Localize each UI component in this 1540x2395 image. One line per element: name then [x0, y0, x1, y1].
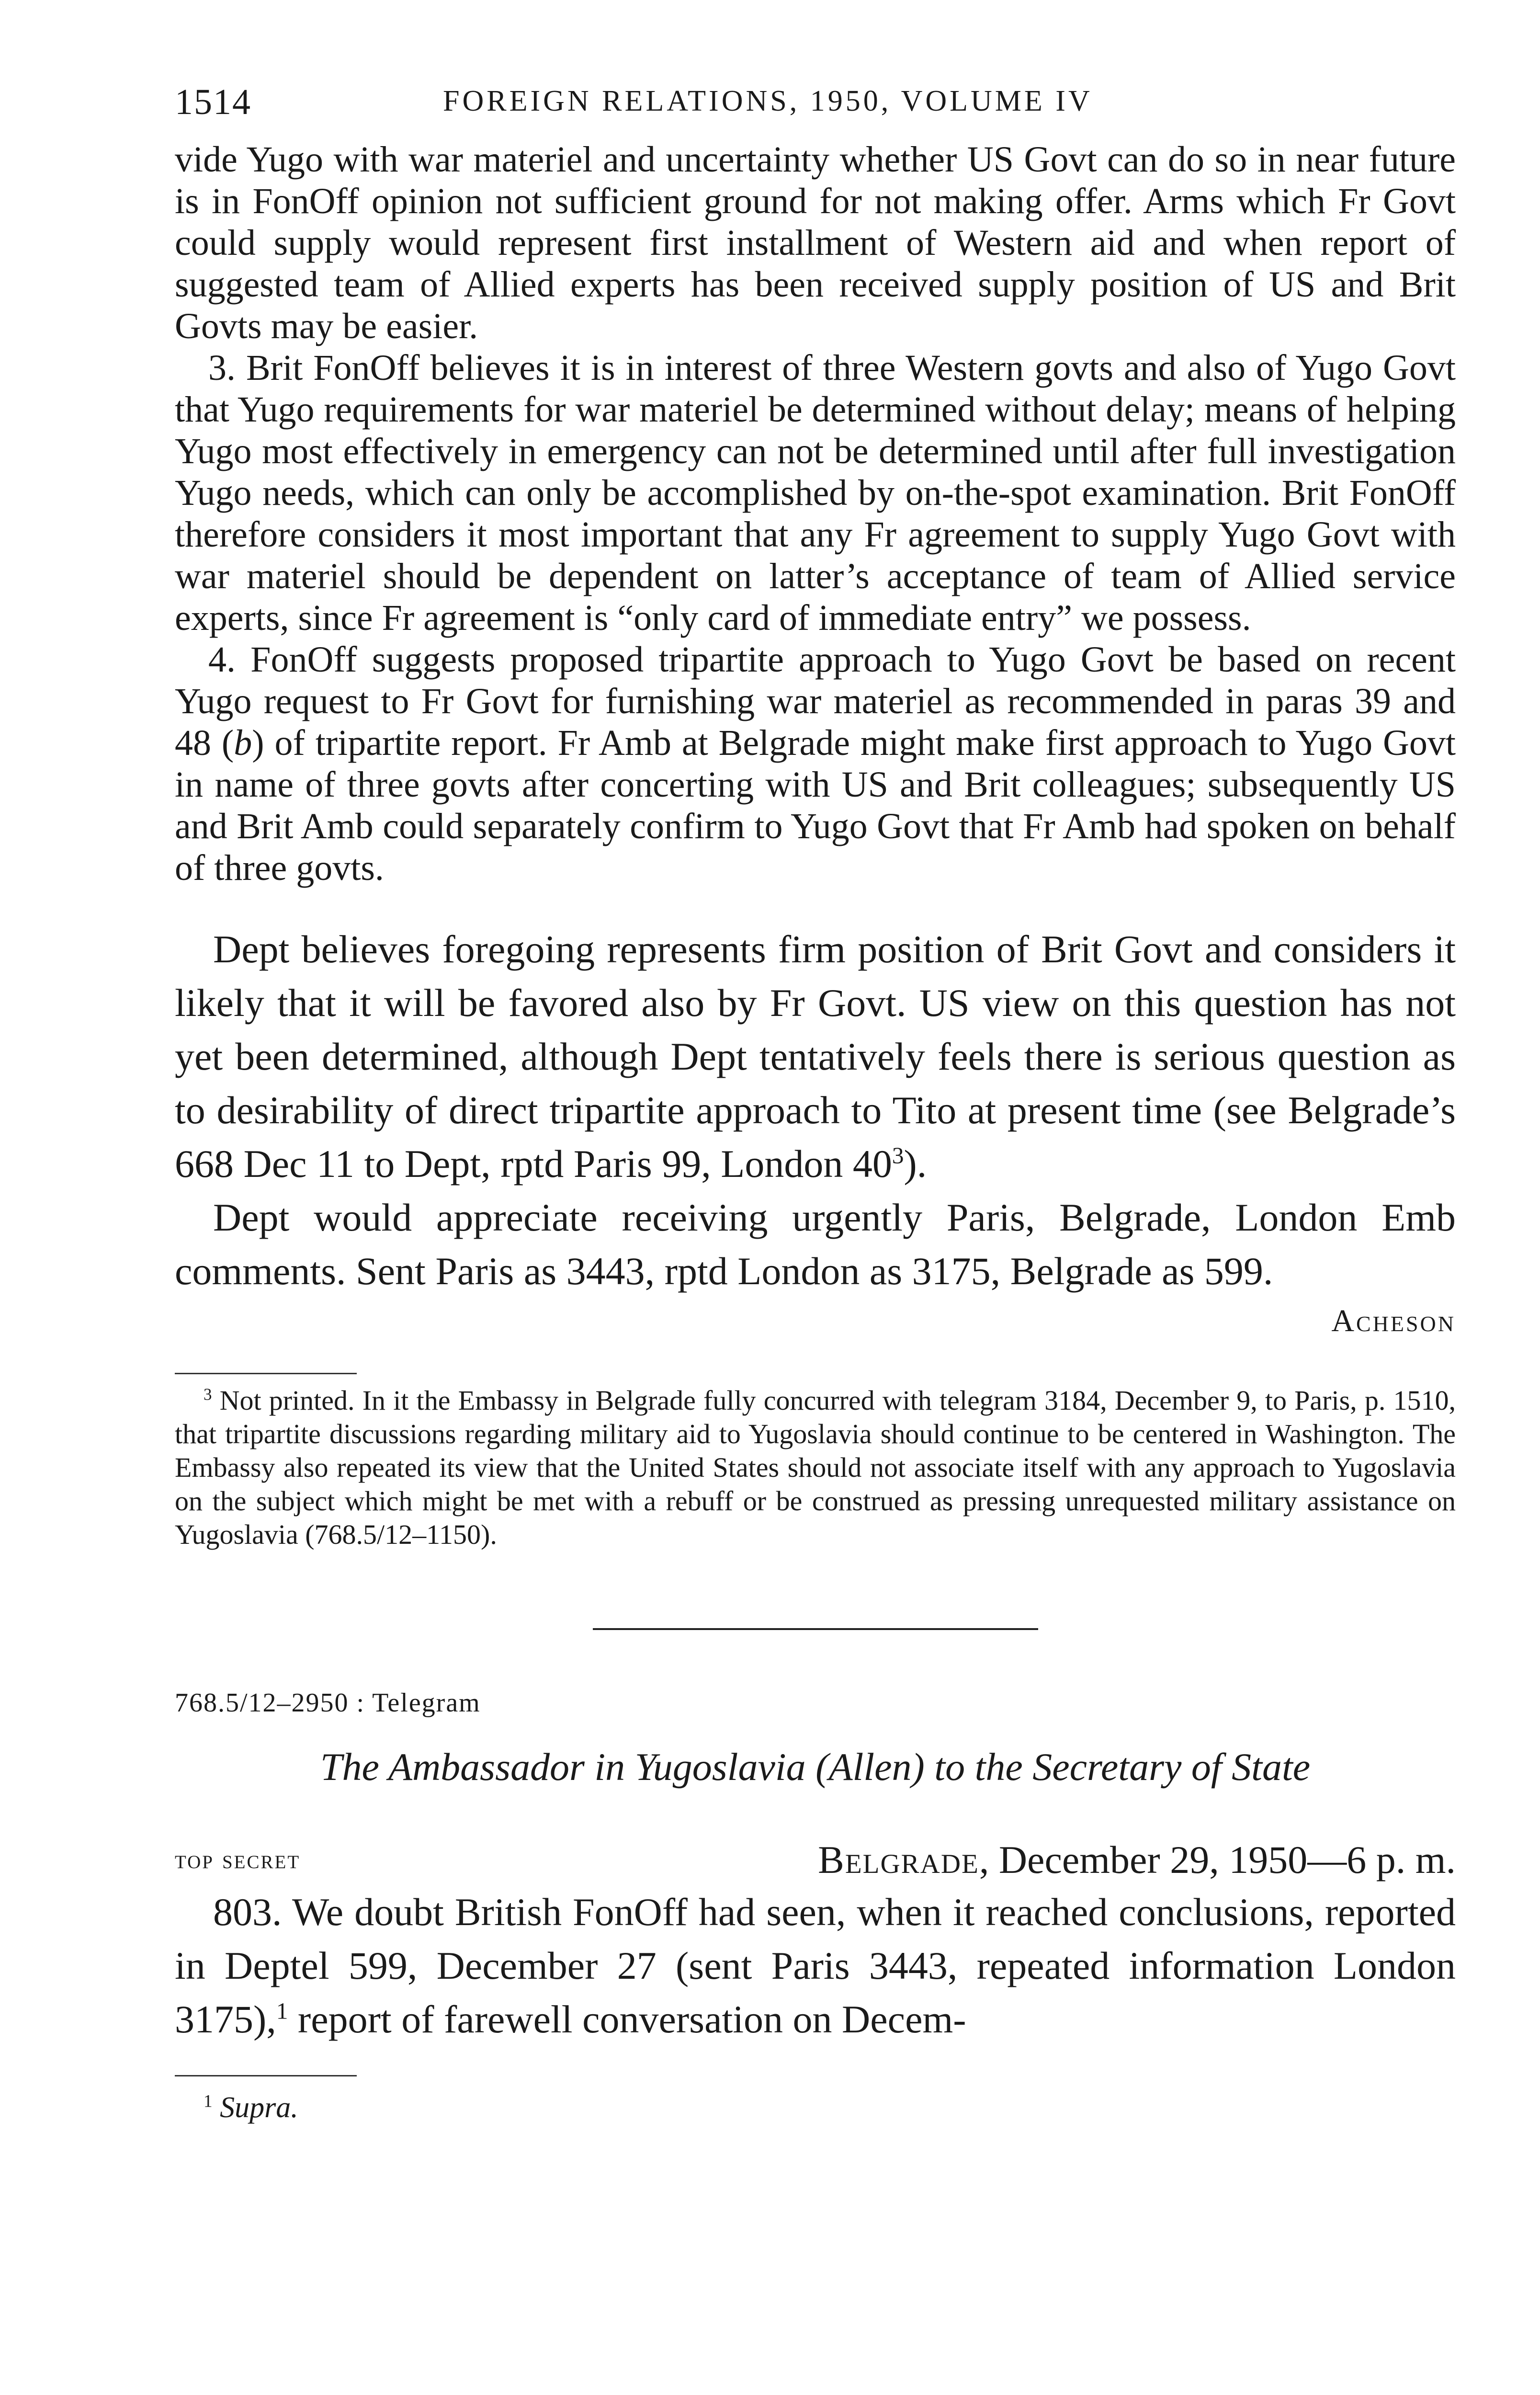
continuation-paragraph: vide Yugo with war materiel and uncertainty whether US Govt can do so in near future is in FonOff opinion not sufficient ground for not making offer. Arms which Fr Govt could supply would represent first installment of Western aid and when report of suggested team of Allied experts has been received supply position of US and Brit Govts may be easier. — [175, 139, 1456, 346]
footnote-1-text: Supra. — [220, 2091, 298, 2124]
telegram-body-text: 803. We doubt British FonOff had seen, when it reached conclusions, reported in Deptel 599, December 27 (sent Paris 3443, repeated information London 3175), — [175, 1890, 1456, 2041]
page-number: 1514 — [175, 82, 251, 122]
footnote-1 — [175, 2091, 1456, 2125]
running-title: FOREIGN RELATIONS, 1950, VOLUME IV — [443, 85, 1093, 117]
footnote-divider-2 — [175, 2075, 357, 2076]
page-content — [175, 81, 1456, 2125]
footnote-3-text: Not printed. In it the Embassy in Belgrade fully concurred with telegram 3184, December 9, to Paris, p. 1510, that tripartite discussions regarding military aid to Yugoslavia should continue to be centered in Washington. The Embassy also repeated its view that the United States should not associate itself with any approach to Yugoslavia on the subject which might be met with a rebuff or be construed as pressing unrequested military assistance on Yugoslavia (768.5/12–1150). — [175, 1385, 1456, 1550]
footnote-ref-3: 3 — [892, 1142, 904, 1169]
telegram-body — [175, 1885, 1456, 2046]
place-date — [818, 1837, 1456, 1882]
dept-paragraph-1-text: Dept believes foregoing represents firm position of Brit Govt and considers it likely that it will be favored also by Fr Govt. US view on this question has not yet been determined, although Dept tentatively feels there is serious question as to desirability of direct tripartite approach to Tito at present time (see Belgrade’s 668 Dec 11 to Dept, rptd Paris 99, London 40 — [175, 927, 1456, 1186]
footnote-3-marker: 3 — [204, 1385, 212, 1404]
paragraph-4-subpara: b — [234, 723, 252, 763]
place-name: Belgrade — [818, 1838, 979, 1882]
signature: Acheson — [1331, 1303, 1456, 1338]
dept-paragraph-1-end: ). — [904, 1142, 927, 1186]
section-divider — [593, 1628, 1038, 1630]
paragraph-3: 3. Brit FonOff believes it is in interest of three Western govts and also of Yugo Govt that Yugo requirements for war materiel be determined without delay; means of helping Yugo most effectively in emergency can not be determined until after full investigation Yugo needs, which can only be accomplished by on-the-spot examination. Brit FonOff therefore considers it most important that any Fr agreement to supply Yugo Govt with war materiel should be dependent on latter’s acceptance of team of Allied service experts, since Fr agreement is “only card of immediate entry” we possess. — [175, 348, 1456, 638]
footnote-divider — [175, 1373, 357, 1374]
document-title: The Ambassador in Yugoslavia (Allen) to the Secretary of State — [320, 1745, 1311, 1789]
footnote-ref-1: 1 — [276, 1997, 288, 2024]
dept-paragraph-2: Dept would appreciate receiving urgently Paris, Belgrade, London Emb comments. Sent Paris as 3443, rptd London as 3175, Belgrade as 599. — [175, 1196, 1456, 1293]
dept-paragraph-1 — [175, 923, 1456, 1191]
running-header — [175, 81, 1456, 139]
dateline — [175, 1837, 1456, 1885]
paragraph-4-part-c: ) of tripartite report. Fr Amb at Belgrade might make first approach to Yugo Govt in name of three govts after concerting with US and Brit colleagues; subsequently US and Brit Amb could separately confirm to Yugo Govt that Fr Amb had spoken on behalf of three govts. — [175, 723, 1456, 888]
paragraph-4-part-a: 4. FonOff suggests proposed tripartite approach to Yugo Govt be based on recent Yugo request to Fr Govt for furnishing war materiel as recommended in paras 39 and 48 ( — [175, 639, 1456, 763]
footnote-1-marker: 1 — [204, 2091, 213, 2111]
paragraph-4 — [175, 639, 1456, 889]
telegram-body-continued: report of farewell conversation on Decem- — [288, 1997, 966, 2041]
classification: top secret — [175, 1845, 301, 1874]
file-number: 768.5/12–2950 : Telegram — [175, 1688, 481, 1718]
footnote-3 — [175, 1384, 1456, 1551]
date-text: , December 29, 1950—6 p. m. — [979, 1838, 1456, 1882]
